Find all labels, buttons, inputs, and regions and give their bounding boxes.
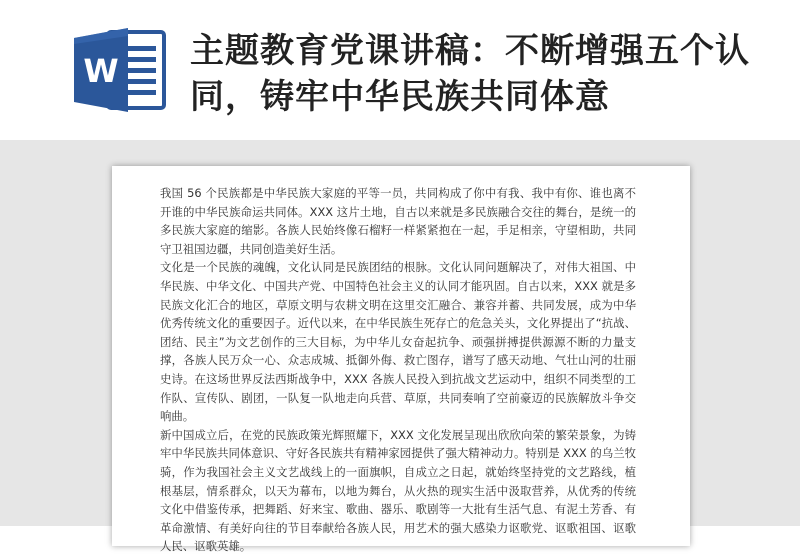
document-paragraph: 新中国成立后，在党的民族政策光辉照耀下，XXX 文化发展呈现出欣欣向荣的繁荣景象，为铸牢中华民族共同体意识、守好各民族共有精神家园提供了强大精神动力。特别是 XXX 的乌兰牧骑，作为我国社会主义文艺战线上的一面旗帜，自成立之日起，就始终坚持党的文艺路线，植根基层，情系群众，以天为幕布，以地为舞台，从火热的现实生活中汲取营养，从优秀的传统文化中借鉴传承，把舞蹈、好来宝、歌曲、器乐、歌剧等一大批有生活气息、有泥土芳香、有革命激情、有美好向往的节目奉献给各族人民，用艺术的强大感染力讴歌党、讴歌祖国、讴歌人民、讴歌英雄。 (160, 427, 636, 554)
page-title: 主题教育党课讲稿：不断增强五个认同，铸牢中华民族共同体意 (190, 31, 750, 117)
word-icon-letter: W (83, 52, 119, 90)
document-paragraph: 我国 56 个民族都是中华民族大家庭的平等一员，共同构成了你中有我、我中有你、谁也离不开谁的中华民族命运共同体。XXX 这片土地，自古以来就是多民族融合交往的舞台，是统一的多民族大家庭的缩影。各族人民始终像石榴籽一样紧紧抱在一起，手足相亲，守望相助，共同守卫祖国边疆，共同创造美好生活。 (160, 186, 636, 256)
document-body (160, 184, 636, 556)
document-page (112, 166, 690, 554)
word-document-icon (72, 26, 168, 114)
document-paragraph: 文化是一个民族的魂魄，文化认同是民族团结的根脉。文化认同问题解决了，对伟大祖国、中华民族、中华文化、中国共产党、中国特色社会主义的认同才能巩固。自古以来，XXX 就是多民族文化汇合的地区，草原文明与农耕文明在这里交汇融合、兼容并蓄、共同发展，成为中华优秀传统文化的重要因子。近代以来，在中华民族生死存亡的危急关头，文化界提出了“抗战、团结、民主”为文艺创作的三大目标，为中华儿女奋起抗争、顽强拼搏提供源源不断的力量支撑，各族人民万众一心、众志成城、抵御外侮、救亡图存，谱写了感天动地、气壮山河的壮丽史诗。在这场世界反法西斯战争中，XXX 各族人民投入到抗战文艺运动中，组织不同类型的工作队、宣传队、剧团，一队复一队地走向兵营、草原，共同奏响了空前豪迈的民族解放斗争交响曲。 (160, 260, 636, 424)
page-header (0, 0, 800, 140)
